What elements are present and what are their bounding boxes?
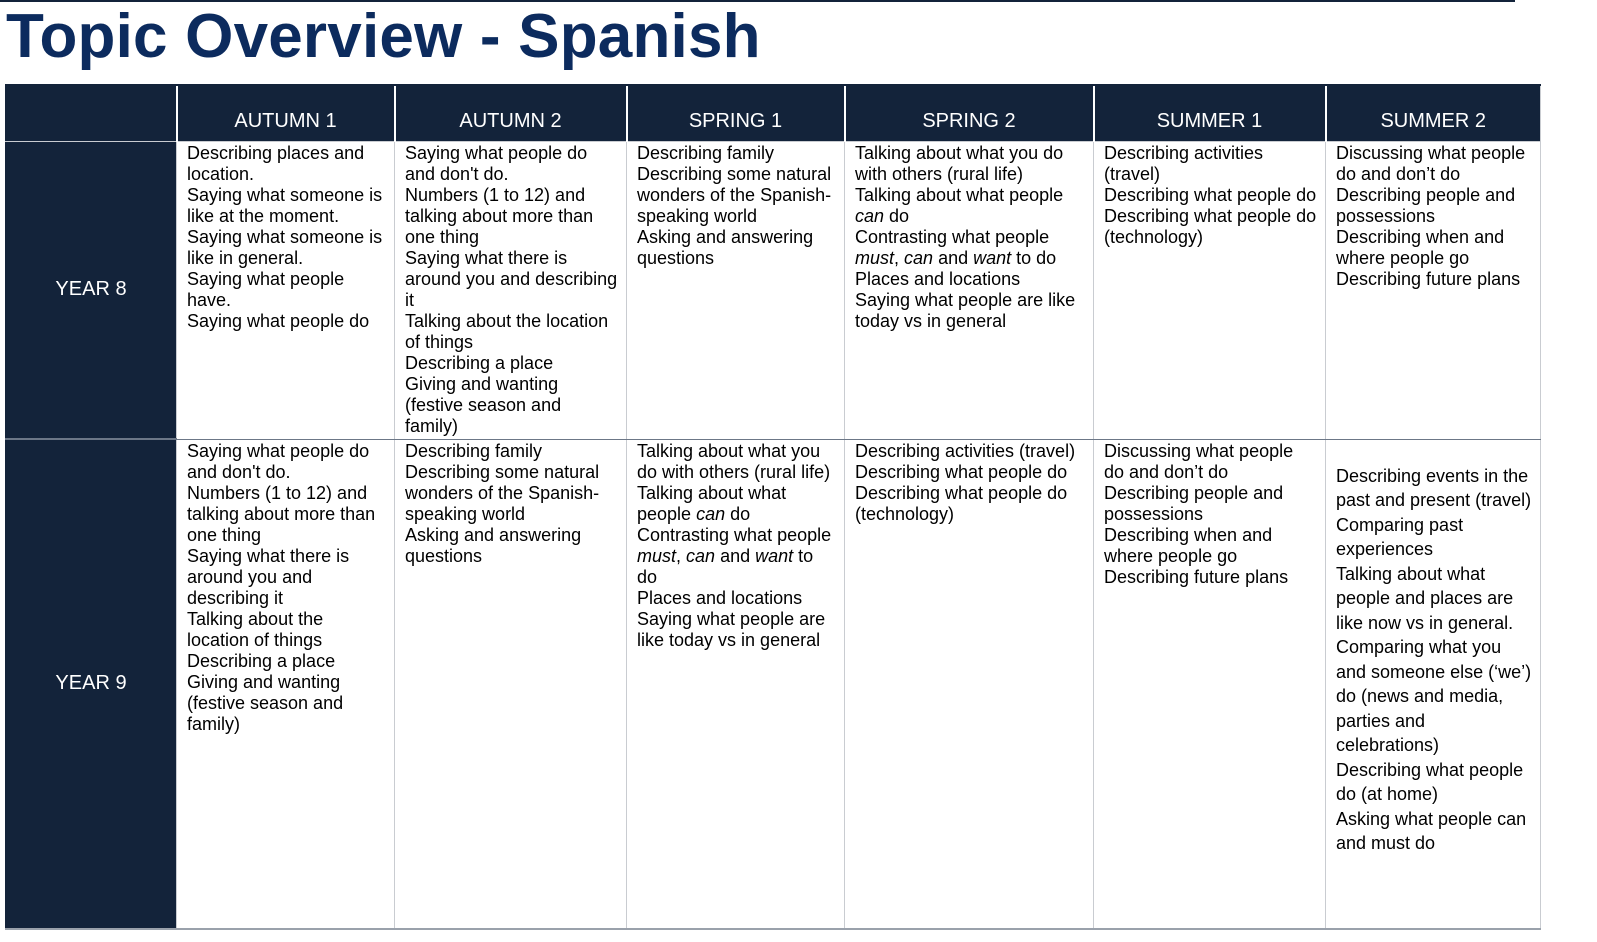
topic-item: Saying what someone is like in general. xyxy=(187,226,383,268)
header-summer-1: SUMMER 1 xyxy=(1094,85,1326,141)
topic-item-emphasis: must xyxy=(855,247,895,268)
topic-item-text: and xyxy=(933,247,974,268)
topic-item: Numbers (1 to 12) and talking about more than one thing xyxy=(405,184,594,247)
topic-item: Saying what people do and don't do. xyxy=(405,142,588,184)
topic-item: Describing what people do xyxy=(855,461,1068,482)
topic-item: Comparing what you and someone else (‘we’) do (news and media, parties and celebrations) xyxy=(1336,637,1532,755)
topic-item: Saying what people have. xyxy=(187,268,345,310)
topic-item: Talking about what you do with others (rural life) xyxy=(637,440,831,482)
topic-item-text: Contrasting what people xyxy=(637,524,832,545)
topic-item: Describing activities (travel) xyxy=(1104,142,1264,184)
topic-item-emphasis: can xyxy=(855,205,885,226)
topic-item: Saying what there is around you and describing it xyxy=(405,247,618,310)
topic-item: Asking what people can and must do xyxy=(1336,808,1527,853)
topic-item: Describing people and possessions xyxy=(1336,184,1516,226)
topic-item: Describing a place xyxy=(187,650,336,671)
cell-year-8-spring-2 xyxy=(845,141,1094,439)
topic-item: Describing what people do (technology) xyxy=(1104,205,1317,247)
cell-year-8-autumn-1 xyxy=(177,141,395,439)
topic-item-emphasis: can xyxy=(686,545,716,566)
cell-year-9-spring-2 xyxy=(845,439,1094,929)
topic-item: Discussing what people do and don’t do xyxy=(1336,142,1526,184)
page-title: Topic Overview - Spanish xyxy=(6,2,761,71)
cell-year-8-summer-2 xyxy=(1326,141,1541,439)
topic-item-emphasis: want xyxy=(755,545,794,566)
topic-item-text: to do xyxy=(1011,247,1057,268)
topic-item: Describing what people do (technology) xyxy=(855,482,1068,524)
topic-item-emphasis: can xyxy=(904,247,934,268)
table-row-year-8 xyxy=(6,141,1541,439)
topic-item: Saying what people do xyxy=(187,310,370,331)
topic-table xyxy=(5,84,1541,930)
topic-item-text: , xyxy=(676,545,687,566)
topic-item: Describing events in the past and present (travel) xyxy=(1336,465,1532,510)
topic-item: Giving and wanting (festive season and family) xyxy=(187,671,344,734)
row-label-year-8: YEAR 8 xyxy=(6,141,177,439)
table-row-year-9 xyxy=(6,439,1541,929)
topic-item: Describing future plans xyxy=(1104,566,1289,587)
topic-item: Describing future plans xyxy=(1336,268,1521,289)
topic-item-text: , xyxy=(894,247,905,268)
header-summer-2: SUMMER 2 xyxy=(1326,85,1541,141)
topic-item: Discussing what people do and don’t do xyxy=(1104,440,1294,482)
header-spring-2: SPRING 2 xyxy=(845,85,1094,141)
cell-year-9-autumn-2 xyxy=(395,439,627,929)
topic-item: Saying what people are like today vs in general xyxy=(637,608,826,650)
topic-item: Saying what someone is like at the moment. xyxy=(187,184,383,226)
topic-item: Describing places and location. xyxy=(187,142,365,184)
topic-item-emphasis: must xyxy=(637,545,677,566)
topic-item: Asking and answering questions xyxy=(637,226,814,268)
cell-year-8-summer-1 xyxy=(1094,141,1326,439)
cell-year-9-summer-1 xyxy=(1094,439,1326,929)
topic-item: Describing when and where people go xyxy=(1336,226,1505,268)
topic-item-emphasis: want xyxy=(973,247,1012,268)
header-row xyxy=(6,85,1541,141)
topic-item xyxy=(855,227,1085,269)
topic-item: Describing when and where people go xyxy=(1104,524,1273,566)
header-autumn-1: AUTUMN 1 xyxy=(177,85,395,141)
header-spring-1: SPRING 1 xyxy=(627,85,845,141)
topic-item: Saying what people do and don't do. xyxy=(187,440,370,482)
topic-item: Talking about what people and places are like now vs in general. xyxy=(1336,563,1514,633)
topic-item: Asking and answering questions xyxy=(405,524,582,566)
topic-item: Places and locations xyxy=(855,268,1021,289)
cell-year-9-summer-2 xyxy=(1326,439,1541,929)
topic-item: Numbers (1 to 12) and talking about more than one thing xyxy=(187,482,376,545)
row-label-year-9: YEAR 9 xyxy=(6,439,177,929)
header-corner xyxy=(6,85,177,141)
topic-item: Describing some natural wonders of the Spanish-speaking world xyxy=(405,461,600,524)
topic-item xyxy=(637,525,836,588)
topic-item xyxy=(855,185,1085,227)
topic-item: Describing people and possessions xyxy=(1104,482,1284,524)
topic-item: Describing family xyxy=(405,440,543,461)
topic-item: Describing family xyxy=(637,142,775,163)
topic-item-text: Talking about what people xyxy=(855,184,1064,205)
topic-item: Places and locations xyxy=(637,587,803,608)
topic-item: Describing activities (travel) xyxy=(855,440,1076,461)
topic-item: Comparing past experiences xyxy=(1336,514,1464,559)
topic-item-text: Talking about what people xyxy=(637,482,787,524)
topic-item-text: do xyxy=(884,205,910,226)
topic-item: Describing a place xyxy=(405,352,554,373)
topic-item: Describing what people do xyxy=(1104,184,1317,205)
topic-item-text: to do xyxy=(637,545,814,587)
cell-year-8-spring-1 xyxy=(627,141,845,439)
topic-item-text: and xyxy=(715,545,756,566)
topic-item: Saying what people are like today vs in general xyxy=(855,289,1076,331)
topic-item: Talking about what you do with others (rural life) xyxy=(855,142,1064,184)
topic-item xyxy=(637,483,836,525)
topic-item: Describing some natural wonders of the Spanish-speaking world xyxy=(637,163,832,226)
topic-item: Saying what there is around you and describing it xyxy=(187,545,350,608)
topic-item: Giving and wanting (festive season and family) xyxy=(405,373,562,436)
header-autumn-2: AUTUMN 2 xyxy=(395,85,627,141)
topic-item: Talking about the location of things xyxy=(405,310,609,352)
topic-item: Talking about the location of things xyxy=(187,608,324,650)
topic-item-text: do xyxy=(725,503,751,524)
cell-year-9-spring-1 xyxy=(627,439,845,929)
topic-item-text: Contrasting what people xyxy=(855,226,1050,247)
topic-item: Describing what people do (at home) xyxy=(1336,759,1524,804)
topic-item-emphasis: can xyxy=(696,503,726,524)
cell-year-8-autumn-2 xyxy=(395,141,627,439)
cell-year-9-autumn-1 xyxy=(177,439,395,929)
